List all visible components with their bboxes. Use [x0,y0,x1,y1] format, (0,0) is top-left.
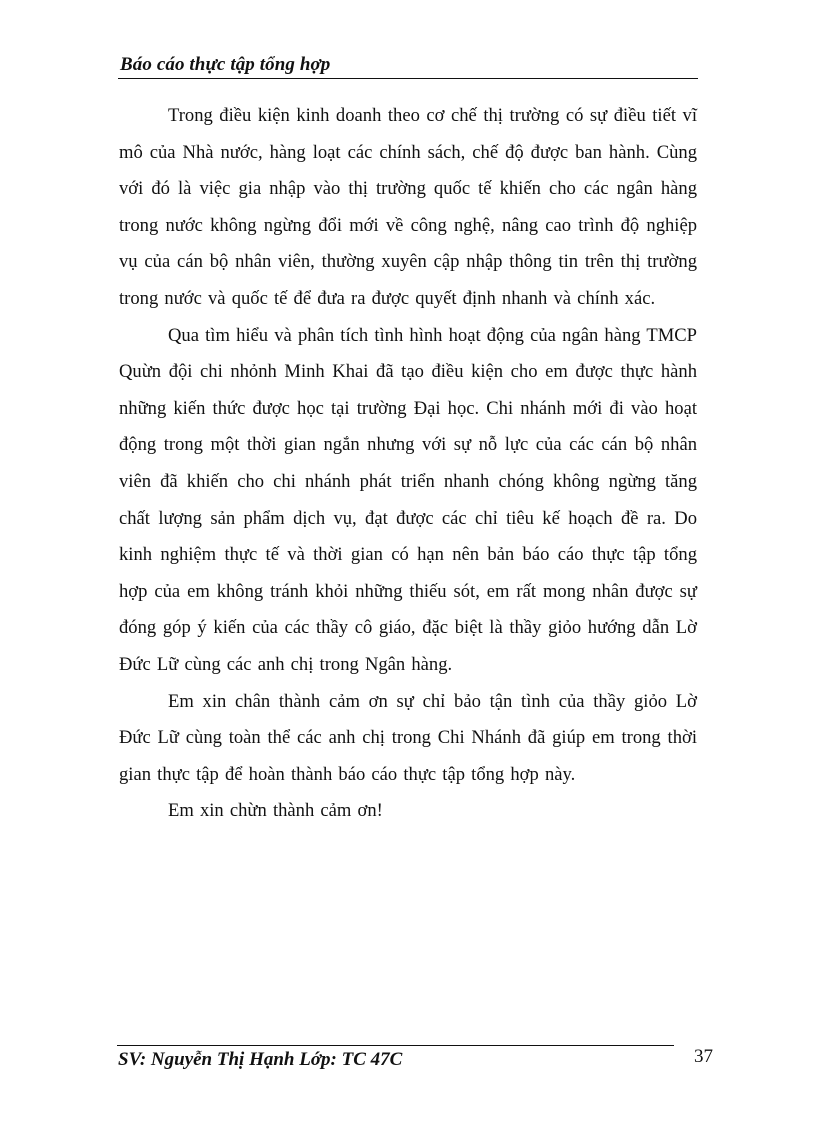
page-header [118,50,698,79]
closing-thanks: Em xin chừn thành cảm ơn! [168,800,383,822]
paragraph-market-context: Trong điều kiện kinh doanh theo cơ chế thị trường có sự điều tiết vĩ mô của Nhà nước, hàng loạt các chính sách, chế độ được ban hành. Cùng với đó là việc gia nhập vào thị trường quốc tế khiến cho các ngân hàng trong nước không ngừng đổi mới về công nghệ, nâng cao trình độ nghiệp vụ của cán bộ nhân viên, thường xuyên cập nhập thông tin trên thị trường trong nước và quốc tế để đưa ra được quyết định nhanh và chính xác. [119,105,697,309]
student-info: SV: Nguyễn Thị Hạnh Lớp: TC 47C [118,1049,403,1070]
paragraph-branch-overview: Qua tìm hiểu và phân tích tình hình hoạt động của ngân hàng TMCP Quừn đội chi nhỏnh Minh Khai đã tạo điều kiện cho em được thực hành những kiến thức được học tại trường Đại học. Chi nhánh mới đi vào hoạt động trong một thời gian ngắn nhưng với sự nỗ lực của các cán bộ nhân viên đã khiến cho chi nhánh phát triển nhanh chóng không ngừng tăng chất lượng sản phẩm dịch vụ, đạt được các chỉ tiêu kế hoạch đề ra. Do kinh nghiệm thực tế và thời gian có hạn nên bản báo cáo thực tập tổng hợp của em không tránh khỏi những thiếu sót, em rất mong nhân được sự đóng góp ý kiến của các thầy cô giáo, đặc biệt là thầy giỏo hướng dẫn Lờ Đức Lữ cùng các anh chị trong Ngân hàng. [119,324,697,675]
report-body [119,98,697,830]
footer-divider [117,1045,674,1046]
report-title: Báo cáo thực tập tổng hợp [120,54,331,75]
page-number: 37 [694,1046,713,1067]
paragraph-acknowledgement: Em xin chân thành cảm ơn sự chỉ bảo tận tình của thầy giỏo Lờ Đức Lữ cùng toàn thể các anh chị trong Chi Nhánh đã giúp em trong thời gian thực tập để hoàn thành báo cáo thực tập tổng hợp này. [119,690,697,785]
